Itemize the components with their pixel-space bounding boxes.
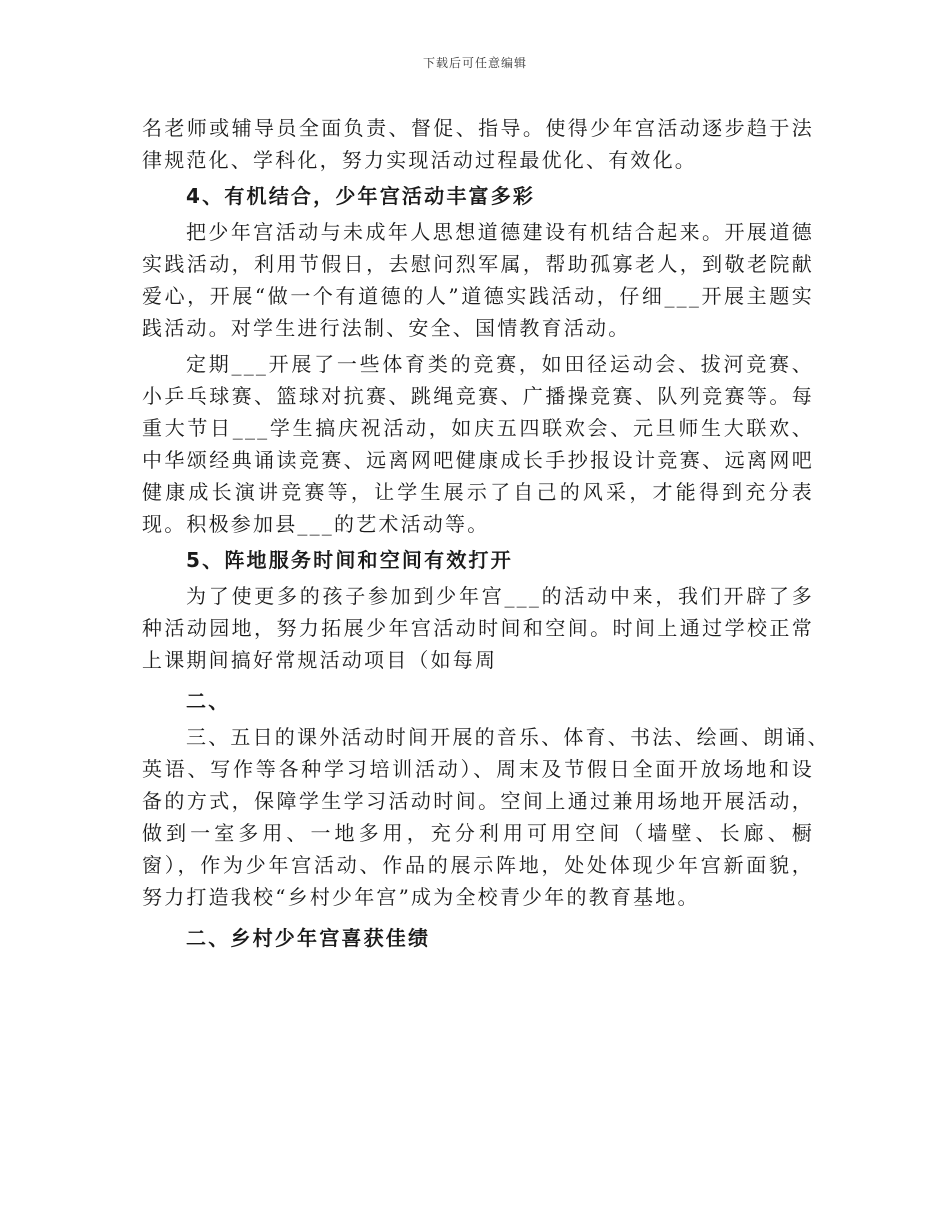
- paragraph-moral-practice: 把少年宫活动与未成年人思想道德建设有机结合起来。开展道德实践活动，利用节假日，去慰问烈军属，帮助孤寡老人，到敬老院献爱心，开展“做一个有道德的人”道德实践活动，仔细___开展主题实践活动。对学生进行法制、安全、国情教育活动。: [142, 220, 814, 340]
- paragraph-schedule-first-line: 三、五日的课外活动时间开展的音乐、体育、书法、绘画、朗诵、: [186, 725, 830, 749]
- paragraph-schedule-rest: 英语、写作等各种学习培训活动）、周末及节假日全面开放场地和设备的方式，保障学生学习活动时间。空间上通过兼用场地开展活动，做到一室多用、一地多用，充分利用可用空间（墙壁、长廊、橱窗），作为少年宫活动、作品的展示阵地，处处体现少年宫新面貌，努力打造我校“乡村少年宫”成为全校青少年的教育基地。: [142, 757, 814, 909]
- section-heading-5: 5、阵地服务时间和空间有效打开: [186, 548, 513, 572]
- paragraph-activity-venues: 为了使更多的孩子参加到少年宫___的活动中来，我们开辟了多种活动园地，努力拓展少年宫活动时间和空间。时间上通过学校正常上课期间搞好常规活动项目（如每周: [142, 584, 814, 672]
- section-heading-4: 4、有机结合，少年宫活动丰富多彩: [186, 184, 536, 208]
- paragraph-continuation: 名老师或辅导员全面负责、督促、指导。使得少年宫活动逐步趋于法律规范化、学科化，努力实现活动过程最优化、有效化。: [142, 116, 814, 172]
- page-header: 下载后可任意编辑: [422, 56, 527, 70]
- document-body: [142, 112, 830, 954]
- paragraph-sports-competitions: 定期___开展了一些体育类的竞赛，如田径运动会、拔河竞赛、小乒乓球赛、篮球对抗赛、跳绳竞赛、广播操竞赛、队列竞赛等。每重大节日___学生搞庆祝活动，如庆五四联欢会、元旦师生大联欢、中华颂经典诵读竞赛、远离网吧健康成长手抄报设计竞赛、远离网吧健康成长演讲竞赛等，让学生展示了自己的风采，才能得到充分表现。积极参加县___的艺术活动等。: [142, 352, 814, 536]
- section-heading-achievements: 二、乡村少年宫喜获佳绩: [186, 926, 431, 950]
- numbering-fragment: 二、: [186, 689, 231, 713]
